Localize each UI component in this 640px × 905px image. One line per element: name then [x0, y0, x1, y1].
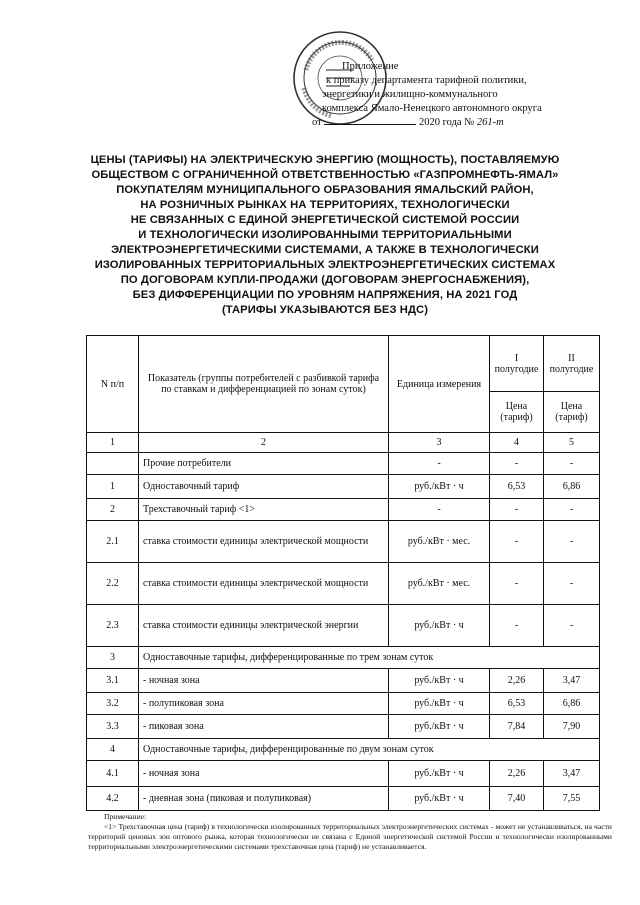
row-number: 4.1 — [87, 761, 139, 787]
row-price-half-1: 2,26 — [490, 761, 544, 787]
title-line: (ТАРИФЫ УКАЗЫВАЮТСЯ БЕЗ НДС) — [221, 304, 429, 316]
title-line: НЕ СВЯЗАННЫХ С ЕДИНОЙ ЭНЕРГЕТИЧЕСКОЙ СИСТЕМОЙ РОССИИ — [130, 214, 520, 226]
title-line: НА РОЗНИЧНЫХ РЫНКАХ НА ТЕРРИТОРИЯХ, ТЕХНОЛОГИЧЕСКИ — [140, 199, 510, 211]
header-unit: Единица измерения — [389, 336, 490, 433]
table-row — [87, 521, 600, 563]
row-number: 2.2 — [87, 563, 139, 605]
row-indicator: Одноставочные тарифы, дифференцированные по трем зонам суток — [139, 647, 600, 669]
header-half-1: I полугодие — [490, 336, 544, 392]
row-price-half-1: 7,84 — [490, 715, 544, 739]
row-price-half-2: - — [544, 453, 600, 475]
row-price-half-2: 7,55 — [544, 787, 600, 811]
row-price-half-1: - — [490, 605, 544, 647]
header-half-2: II полугодие — [544, 336, 600, 392]
row-unit: руб./кВт · ч — [389, 605, 490, 647]
row-price-half-2: - — [544, 521, 600, 563]
date-prefix: от — [312, 117, 322, 128]
row-unit: руб./кВт · мес. — [389, 563, 490, 605]
row-unit: руб./кВт · мес. — [389, 521, 490, 563]
row-number — [87, 453, 139, 475]
row-price-half-2: 6,86 — [544, 475, 600, 499]
table-row — [87, 563, 600, 605]
row-price-half-2: 7,90 — [544, 715, 600, 739]
row-price-half-1: 2,26 — [490, 669, 544, 693]
footnote-heading: Примечание: — [104, 812, 147, 821]
row-number: 3.3 — [87, 715, 139, 739]
row-price-half-2: 3,47 — [544, 669, 600, 693]
appendix-block — [312, 60, 634, 130]
row-unit: руб./кВт · ч — [389, 669, 490, 693]
row-price-half-2: - — [544, 499, 600, 521]
tariff-table — [86, 335, 600, 811]
row-indicator: Одноставочный тариф — [139, 475, 389, 499]
row-price-half-1: 6,53 — [490, 475, 544, 499]
row-indicator: ставка стоимости единицы электрической энергии — [139, 605, 389, 647]
row-unit: руб./кВт · ч — [389, 693, 490, 715]
row-price-half-2: - — [544, 605, 600, 647]
table-row — [87, 693, 600, 715]
table-row — [87, 761, 600, 787]
order-number-handwritten: 261-т — [476, 117, 504, 128]
header-indicator: Показатель (группы потребителей с разбивкой тарифа по ставкам и дифференциацией по зонам суток) — [139, 336, 389, 433]
row-price-half-1: - — [490, 563, 544, 605]
footnote-text: <1> Трехставочная цена (тариф) в технологически изолированных территориальных электроэнергетических системах - может не устанавливаться, на части территорий ценовых зон оптового рынка, которая технологически не связана с Единой энергетической системой России и технологически изолированными территориальными электроэнергетическими системами трехставочная цена (тариф) не устанавливается. — [88, 822, 612, 851]
table-row — [87, 787, 600, 811]
row-number: 3.2 — [87, 693, 139, 715]
col-number-5: 5 — [544, 433, 600, 453]
row-number: 3 — [87, 647, 139, 669]
row-indicator: Прочие потребители — [139, 453, 389, 475]
header-price-1: Цена (тариф) — [490, 392, 544, 433]
table-row — [87, 739, 600, 761]
date-blank — [324, 124, 416, 125]
table-row — [87, 453, 600, 475]
row-indicator: - дневная зона (пиковая и полупиковая) — [139, 787, 389, 811]
table-row — [87, 669, 600, 693]
row-number: 2 — [87, 499, 139, 521]
appendix-line-5 — [312, 116, 634, 130]
appendix-line-1: Приложение — [342, 61, 399, 72]
table-body — [87, 453, 600, 811]
row-price-half-2: 3,47 — [544, 761, 600, 787]
row-unit: руб./кВт · ч — [389, 787, 490, 811]
title-line: ОБЩЕСТВОМ С ОГРАНИЧЕННОЙ ОТВЕТСТВЕННОСТЬЮ «ГАЗПРОМНЕФТЬ-ЯМАЛ» — [91, 169, 559, 181]
title-line: И ТЕХНОЛОГИЧЕСКИ ИЗОЛИРОВАННЫМИ ТЕРРИТОРИАЛЬНЫМИ — [138, 229, 512, 241]
row-unit: - — [389, 453, 490, 475]
col-number-2: 2 — [139, 433, 389, 453]
table-row — [87, 475, 600, 499]
row-unit: руб./кВт · ч — [389, 715, 490, 739]
date-suffix: 2020 года № — [418, 117, 475, 128]
title-line: БЕЗ ДИФФЕРЕНЦИАЦИИ ПО УРОВНЯМ НАПРЯЖЕНИЯ, НА 2021 ГОД — [132, 289, 518, 301]
row-unit: руб./кВт · ч — [389, 475, 490, 499]
row-price-half-1: - — [490, 521, 544, 563]
row-number: 2.1 — [87, 521, 139, 563]
row-unit: - — [389, 499, 490, 521]
row-indicator: ставка стоимости единицы электрической мощности — [139, 563, 389, 605]
row-indicator: - пиковая зона — [139, 715, 389, 739]
document-title — [60, 153, 590, 318]
row-price-half-1: 7,40 — [490, 787, 544, 811]
title-line: ЦЕНЫ (ТАРИФЫ) НА ЭЛЕКТРИЧЕСКУЮ ЭНЕРГИЮ (МОЩНОСТЬ), ПОСТАВЛЯЕМУЮ — [90, 154, 560, 166]
row-unit: руб./кВт · ч — [389, 761, 490, 787]
header-num: N п/п — [87, 336, 139, 433]
table-row — [87, 715, 600, 739]
title-line: ИЗОЛИРОВАННЫХ ТЕРРИТОРИАЛЬНЫХ ЭЛЕКТРОЭНЕРГЕТИЧЕСКИХ СИСТЕМАХ — [94, 259, 556, 271]
row-number: 3.1 — [87, 669, 139, 693]
table-row — [87, 605, 600, 647]
table-row — [87, 499, 600, 521]
title-line: ПО ДОГОВОРАМ КУПЛИ-ПРОДАЖИ (ДОГОВОРАМ ЭНЕРГОСНАБЖЕНИЯ), — [120, 274, 530, 286]
row-number: 4 — [87, 739, 139, 761]
row-indicator: - ночная зона — [139, 761, 389, 787]
column-number-row — [87, 433, 600, 453]
row-price-half-1: - — [490, 453, 544, 475]
row-indicator: Трехставочный тариф <1> — [139, 499, 389, 521]
col-number-3: 3 — [389, 433, 490, 453]
appendix-line-2: к приказу департамента тарифной политики, — [326, 75, 527, 86]
appendix-line-3: энергетики и жилищно-коммунального — [322, 89, 498, 100]
appendix-line-4: комплекса Ямало-Ненецкого автономного округа — [322, 103, 542, 114]
table-row — [87, 647, 600, 669]
row-price-half-2: - — [544, 563, 600, 605]
row-price-half-1: 6,53 — [490, 693, 544, 715]
row-price-half-1: - — [490, 499, 544, 521]
col-number-1: 1 — [87, 433, 139, 453]
title-line: ПОКУПАТЕЛЯМ МУНИЦИПАЛЬНОГО ОБРАЗОВАНИЯ ЯМАЛЬСКИЙ РАЙОН, — [116, 184, 534, 196]
footnote — [88, 812, 612, 852]
row-indicator: ставка стоимости единицы электрической мощности — [139, 521, 389, 563]
row-indicator: - ночная зона — [139, 669, 389, 693]
row-indicator: - полупиковая зона — [139, 693, 389, 715]
row-price-half-2: 6,86 — [544, 693, 600, 715]
row-number: 2.3 — [87, 605, 139, 647]
title-line: ЭЛЕКТРОЭНЕРГЕТИЧЕСКИМИ СИСТЕМАМИ, А ТАКЖЕ В ТЕХНОЛОГИЧЕСКИ — [111, 244, 539, 256]
header-price-2: Цена (тариф) — [544, 392, 600, 433]
row-indicator: Одноставочные тарифы, дифференцированные по двум зонам суток — [139, 739, 600, 761]
row-number: 4.2 — [87, 787, 139, 811]
row-number: 1 — [87, 475, 139, 499]
col-number-4: 4 — [490, 433, 544, 453]
